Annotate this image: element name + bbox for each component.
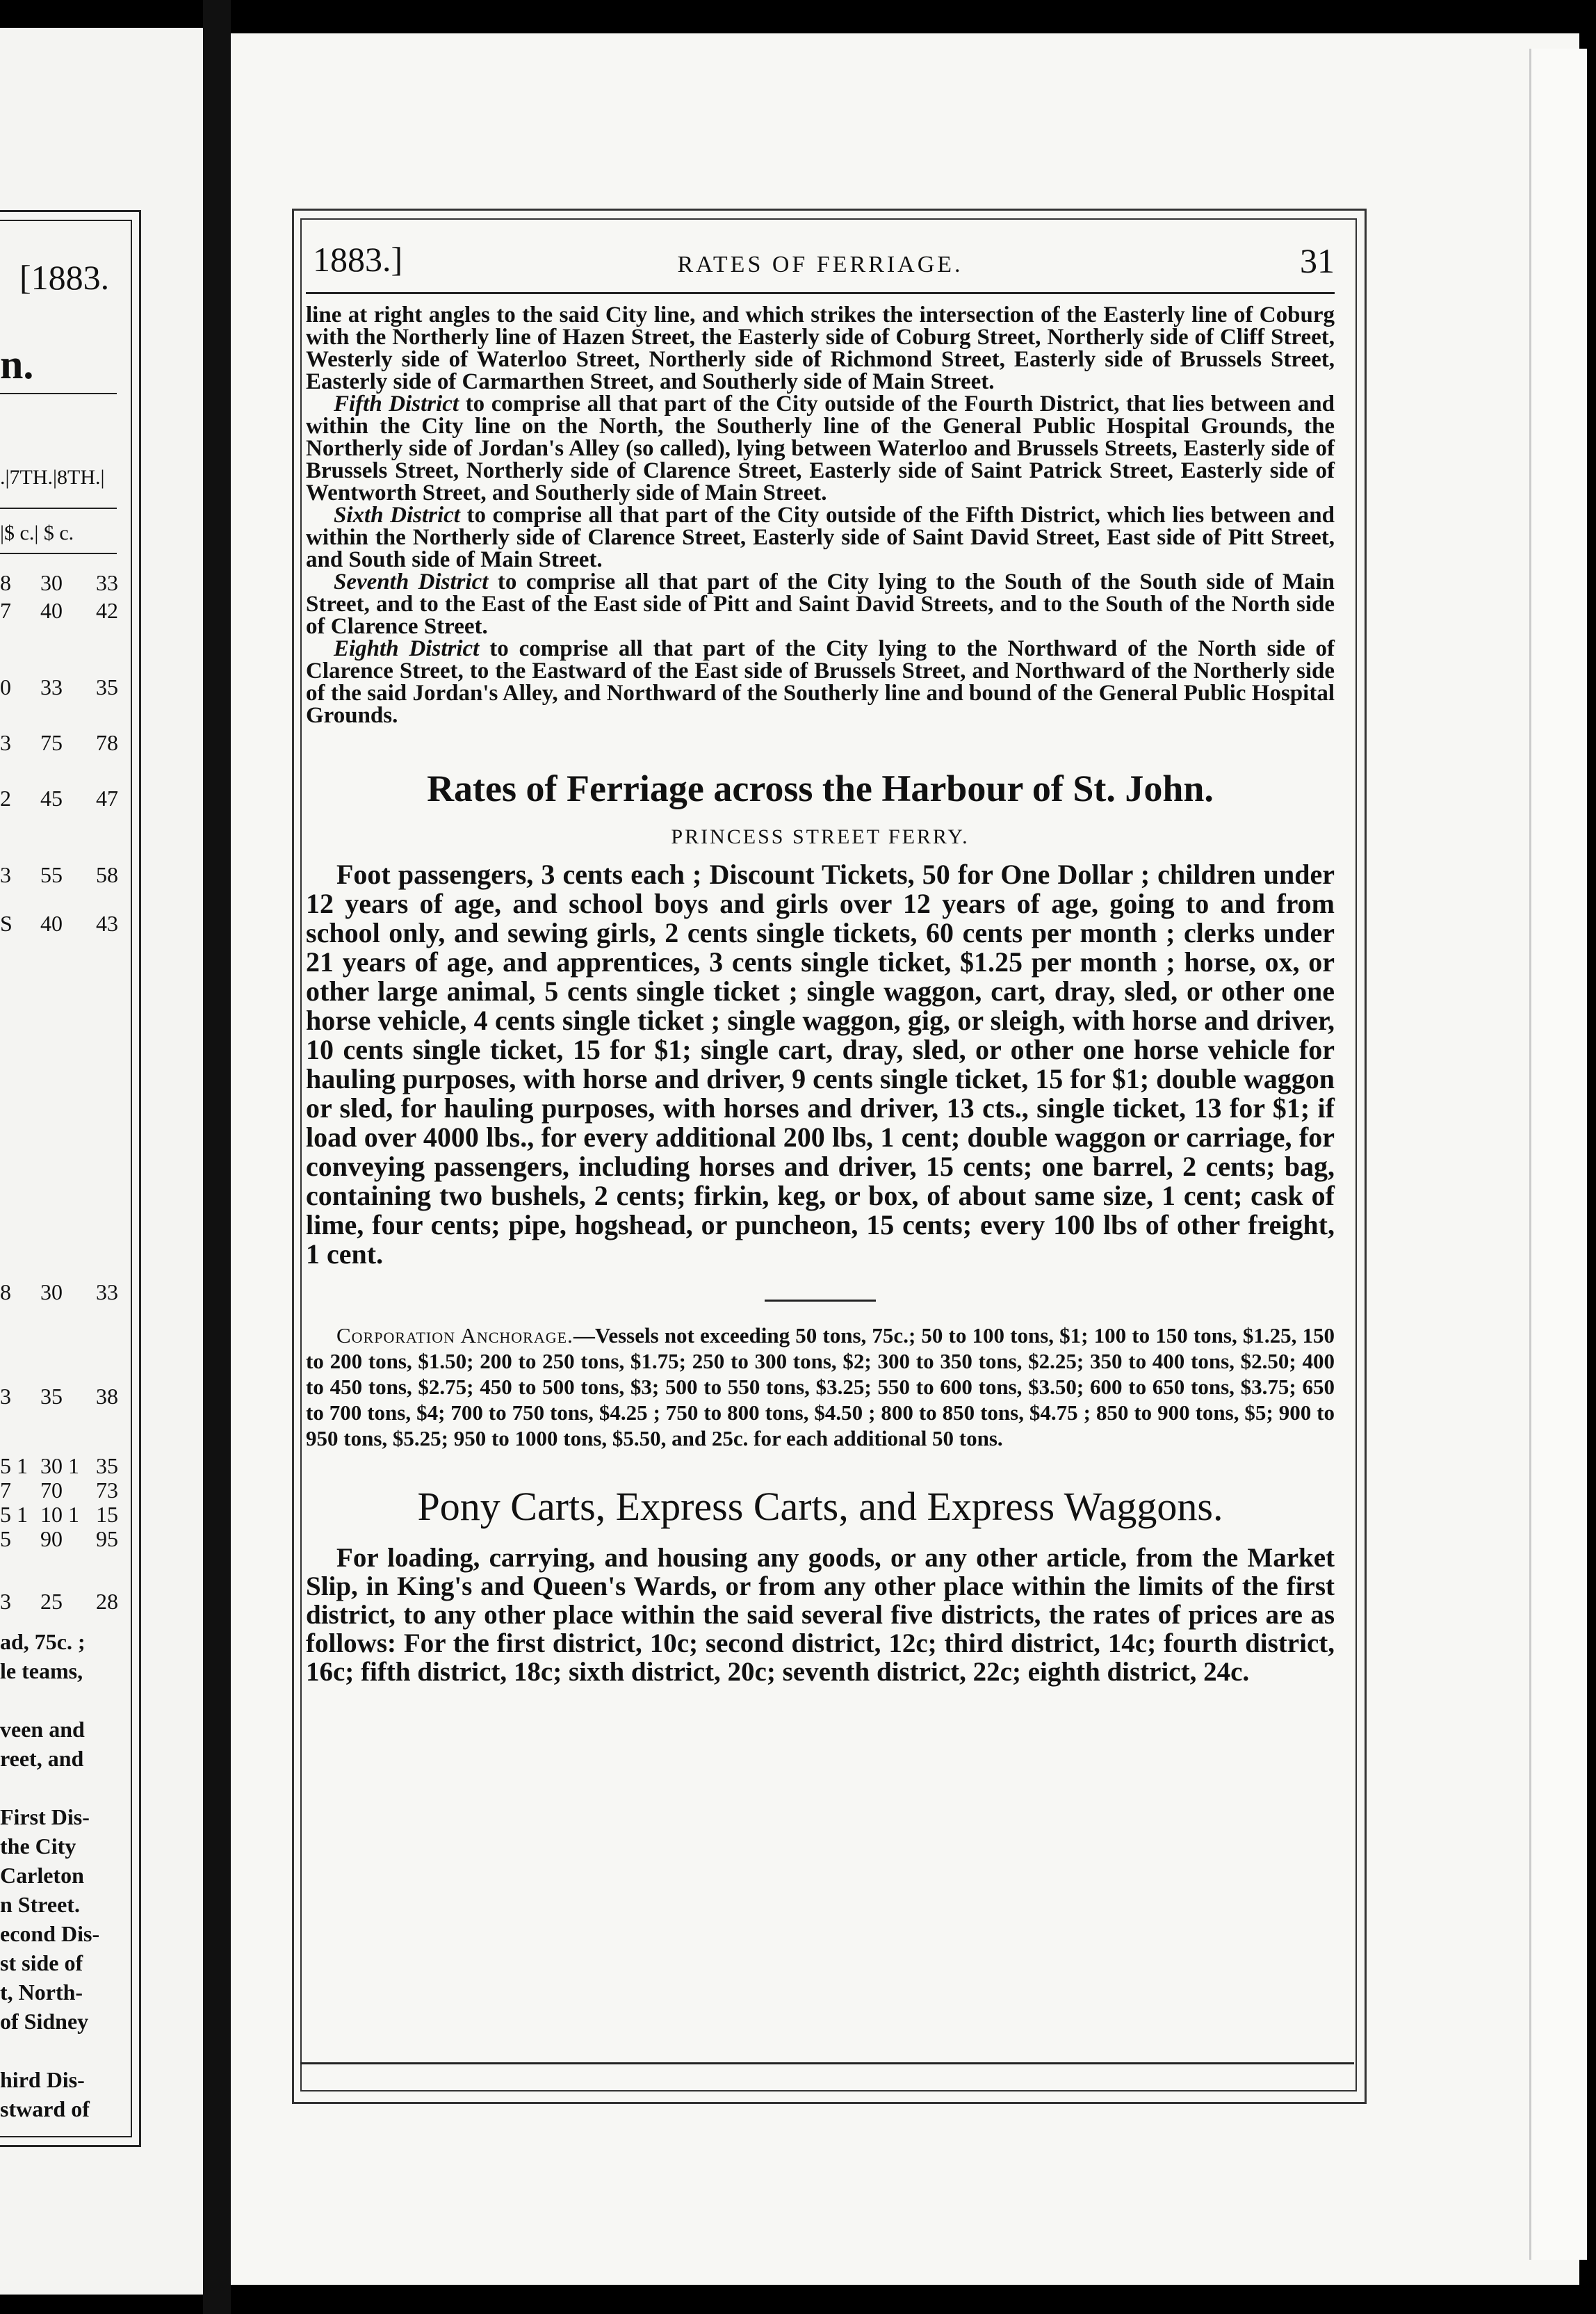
previous-page-table-cell: 40 xyxy=(40,598,63,623)
sixth-district-text: to comprise all that part of the City outside of the Fifth District, which lies between and within the Northerly side of Clarence Street, Easterly side of Saint David Street, East side of Pitt Street, and South side of Main Street. xyxy=(306,503,1335,572)
district-intro: line at right angles to the said City line, and which strikes the intersection of the Easterly line of Coburg with the Northerly line of Hazen Street, the Easterly side of Coburg Street, Northerly side of Cliff Street, Westerly side of Waterloo Street, Northerly side of Richmond Street, Easterly side of Brussels Street, Easterly side of Carmarthen Street, and Southerly side of Main Street. xyxy=(306,302,1335,394)
page-content xyxy=(306,229,1335,1686)
previous-page-heading: n. xyxy=(0,341,34,387)
previous-page-table-cell: 35 xyxy=(96,674,118,699)
fifth-district-label: Fifth District xyxy=(334,391,459,416)
previous-page-text-line: t, North- xyxy=(0,1980,83,2005)
anchorage-label: Corporation Anchorage. xyxy=(336,1323,573,1348)
previous-page-table-cell: 30 xyxy=(40,1279,63,1304)
previous-page-table-cell: 7 xyxy=(0,1478,11,1503)
running-header xyxy=(306,229,1335,292)
previous-page-table-cell: 45 xyxy=(40,786,63,811)
previous-page-table-cell: 43 xyxy=(96,911,118,936)
previous-page-table-cell: 38 xyxy=(96,1384,118,1409)
previous-page-table-cell: 15 xyxy=(96,1502,118,1527)
previous-page-table-cell: 0 xyxy=(0,674,11,699)
eighth-district-text: to comprise all that part of the City lying to the Northward of the North side of Clarence Street, to the Eastward of the East side of Brussels Street, and Northward of the Northerly side of the said Jordan's Alley, and Northward of the Southerly line and bound of the General Public Hospital Grounds. xyxy=(306,636,1335,728)
previous-page-column-headers: .|7TH.|8TH.| xyxy=(0,466,105,489)
previous-page-text-line: hird Dis- xyxy=(0,2067,85,2092)
previous-page-table-cell: S xyxy=(0,911,13,936)
previous-page-table-cell: 90 xyxy=(40,1526,63,1551)
previous-page-text-line: econd Dis- xyxy=(0,1921,100,1946)
previous-page-units: |$ c.| $ c. xyxy=(0,521,74,544)
previous-page-table-cell: 78 xyxy=(96,730,118,755)
previous-page-table-cell: 73 xyxy=(96,1478,118,1503)
page-gutter xyxy=(203,0,231,2314)
previous-page-table-cell: 55 xyxy=(40,862,63,887)
previous-page-table-cell: 5 1 xyxy=(0,1502,28,1527)
previous-page-rule xyxy=(0,393,117,394)
seventh-district-label: Seventh District xyxy=(334,569,489,594)
previous-page-table-cell: 7 xyxy=(0,598,11,623)
previous-page-text-line: stward of xyxy=(0,2096,90,2121)
header-title: RATES OF FERRIAGE. xyxy=(677,252,963,277)
seventh-district xyxy=(306,571,1335,638)
previous-page-text-line: veen and xyxy=(0,1717,85,1742)
previous-page-table-cell: 33 xyxy=(96,1279,118,1304)
previous-page-table-cell: 35 xyxy=(96,1453,118,1478)
previous-page-fragment xyxy=(0,28,203,2295)
sixth-district xyxy=(306,504,1335,571)
previous-page-table-cell: 2 xyxy=(0,786,11,811)
previous-page-table-cell: 5 xyxy=(0,1526,11,1551)
previous-page-text-line: the City xyxy=(0,1834,76,1859)
pony-carts-title: Pony Carts, Express Carts, and Express Waggons. xyxy=(417,1484,1223,1529)
districts-section xyxy=(306,304,1335,727)
previous-page-table-cell: 10 1 xyxy=(40,1502,79,1527)
ferriage-subtitle: PRINCESS STREET FERRY. xyxy=(671,825,970,848)
header-rule xyxy=(306,292,1335,294)
previous-page-table-cell: 33 xyxy=(96,570,118,595)
previous-page-table-cell: 30 1 xyxy=(40,1453,79,1478)
fifth-district-text: to comprise all that part of the City outside of the Fourth District, that lies between and within the City line on the North, the Southerly line of the General Public Hospital Grounds, the Northerly side of Jordan's Alley (so called), lying between Waterloo and Brussels Streets, Easterly side of Brussels Street, Northerly side of Clarence Street, Easterly side of Saint Patrick Street, Easterly side of Wentworth Street, and Southerly side of Main Street. xyxy=(306,391,1335,505)
sixth-district-label: Sixth District xyxy=(334,503,460,528)
header-year: 1883.] xyxy=(313,240,403,279)
anchorage-text: —Vessels not exceeding 50 tons, 75c.; 50 to 100 tons, $1; 100 to 150 tons, $1.25, 150 to 200 tons, $1.50; 200 to 250 tons, $1.75; 250 to 300 tons, $2; 300 to 350 tons, $2.25; 350 to 400 tons, $2.50; 400 to 450 tons, $2.75; 450 to 500 tons, $3; 500 to 550 tons, $3.25; 550 to 600 tons, $3.50; 600 to 650 tons, $3.75; 650 to 700 tons, $4; 700 to 750 tons, $4.25 ; 750 to 800 tons, $4.50 ; 800 to 850 tons, $4.75 ; 850 to 900 tons, $5; 900 to 950 tons, $5.25; 950 to 1000 tons, $5.50, and 25c. for each additional 50 tons. xyxy=(306,1323,1335,1450)
previous-page-year: [1883. xyxy=(19,258,110,297)
previous-page-table-cell: 30 xyxy=(40,570,63,595)
previous-page-table-cell: 70 xyxy=(40,1478,63,1503)
previous-page-text-line: ad, 75c. ; xyxy=(0,1629,86,1654)
previous-page-table-cell: 8 xyxy=(0,570,11,595)
previous-page-table-cell: 8 xyxy=(0,1279,11,1304)
previous-page-table-cell: 25 xyxy=(40,1589,63,1614)
previous-page-table-cell: 3 xyxy=(0,862,11,887)
ferriage-body: Foot passengers, 3 cents each ; Discount Tickets, 50 for One Dollar ; children under 12 years of age, and school boys and girls over 12 years of age, going to and from school only, and sewing girls, 2 cents single tickets, 60 cents per month ; clerks under 21 years of age, and apprentices, 3 cents single ticket, $1.25 per month ; horse, ox, or other large animal, 5 cents single ticket ; single waggon, cart, dray, sled, or other one horse vehicle, 4 cents single ticket ; single waggon, gig, or sleigh, with horse and driver, 10 cents single ticket, 15 for $1; single cart, dray, sled, or other one horse vehicle for hauling purposes, with horse and driver, 9 cents single ticket, 15 for $1; double waggon or sled, for hauling purposes, with horses and driver, 13 cts., single ticket, 13 for $1; if load over 4000 lbs., for every additional 200 lbs, 1 cent; double waggon or carriage, for conveying passengers, including horses and driver, 15 cents; one barrel, 2 cents; bag, containing two bushels, 2 cents; firkin, keg, or box, of about same size, 1 cent; cask of lime, four cents; pipe, hogshead, or puncheon, 15 cents; every 100 lbs of other freight, 1 cent. xyxy=(306,859,1335,1270)
previous-page-rule xyxy=(0,508,117,509)
previous-page-table-cell: 95 xyxy=(96,1526,118,1551)
eighth-district-label: Eighth District xyxy=(334,636,480,661)
previous-page-table-cell: 58 xyxy=(96,862,118,887)
eighth-district xyxy=(306,638,1335,727)
previous-page-table-cell: 75 xyxy=(40,730,63,755)
previous-page-table-cell: 3 xyxy=(0,1589,11,1614)
page-edge xyxy=(1529,49,1587,2260)
page-number: 31 xyxy=(1300,241,1335,280)
previous-page-text-line: n Street. xyxy=(0,1892,80,1917)
pony-carts-body: For loading, carrying, and housing any goods, or any other article, from the Market Slip, in King's and Queen's Wards, or from any other place within the limits of the first district, to any other place within the said several five districts, the rates of prices are as follows: For the first district, 10c; second district, 12c; third district, 14c; fourth district, 16c; fifth district, 18c; sixth district, 20c; seventh district, 22c; eighth district, 24c. xyxy=(306,1543,1335,1687)
previous-page-table-cell: 28 xyxy=(96,1589,118,1614)
section-divider xyxy=(765,1300,876,1302)
previous-page-table-cell: 35 xyxy=(40,1384,63,1409)
fifth-district xyxy=(306,393,1335,504)
previous-page-text-line: st side of xyxy=(0,1950,83,1975)
previous-page-table-cell: 33 xyxy=(40,674,63,699)
previous-page-text-line: First Dis- xyxy=(0,1804,90,1829)
anchorage-paragraph xyxy=(306,1322,1335,1451)
ferriage-title: Rates of Ferriage across the Harbour of St. John. xyxy=(427,768,1214,809)
previous-page-rule xyxy=(0,553,117,554)
previous-page-table-cell: 3 xyxy=(0,1384,11,1409)
previous-page-text-line: Carleton xyxy=(0,1863,84,1888)
bottom-rule xyxy=(300,2062,1354,2064)
previous-page-table-cell: 5 1 xyxy=(0,1453,28,1478)
previous-page-text-line: reet, and xyxy=(0,1746,84,1771)
previous-page-text-line: of Sidney xyxy=(0,2009,89,2034)
previous-page-table-cell: 47 xyxy=(96,786,118,811)
previous-page-table-cell: 3 xyxy=(0,730,11,755)
previous-page-text-line: le teams, xyxy=(0,1658,83,1683)
seventh-district-text: to comprise all that part of the City lying to the South of the South side of Main Street, and to the East of the East side of Pitt and Saint David Streets, and to the South of the North side of Clarence Street. xyxy=(306,569,1335,639)
previous-page-table-cell: 42 xyxy=(96,598,118,623)
previous-page-table-cell: 40 xyxy=(40,911,63,936)
